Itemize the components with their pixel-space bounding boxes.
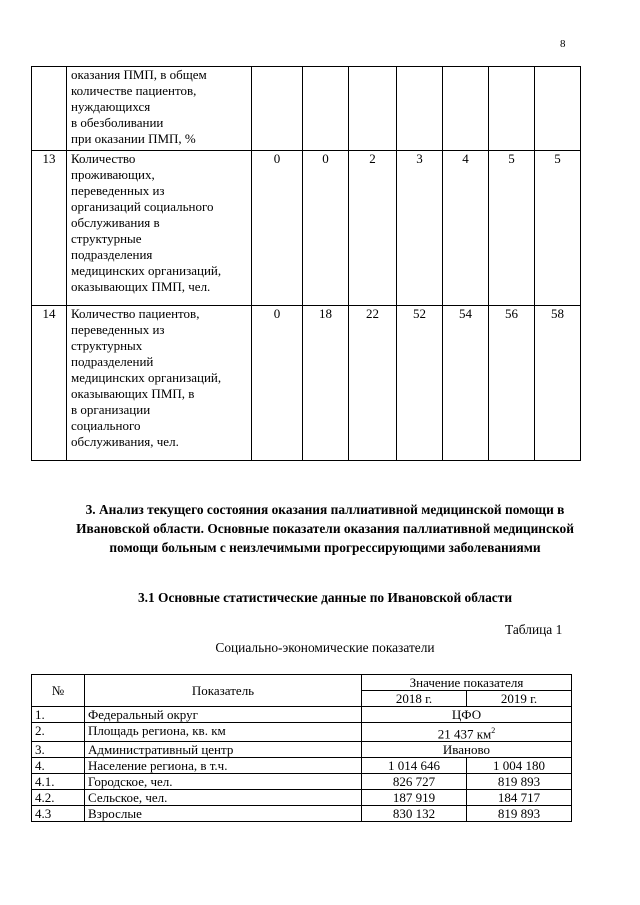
value-cell (535, 67, 581, 151)
table-row (32, 742, 572, 758)
area-unit-exponent: 2 (491, 726, 496, 735)
value-2018: 187 919 (362, 790, 467, 806)
value-cell (349, 67, 397, 151)
row-text-line: в организации (71, 402, 151, 417)
row-text-line: переведенных из (71, 322, 165, 337)
value-cell: 5 (489, 151, 535, 306)
value-2018: 830 132 (362, 806, 467, 822)
table-label: Таблица 1 (505, 622, 563, 637)
table-row (32, 67, 581, 151)
row-text-line: Количество пациентов, (71, 306, 200, 321)
row-text-line: нуждающихся (71, 99, 151, 114)
value-cell: 18 (303, 306, 349, 461)
value-cell: 3 (397, 151, 443, 306)
table-row (32, 806, 572, 822)
header-num: № (32, 675, 85, 707)
table-header-row (32, 675, 572, 691)
value-cell: 0 (303, 151, 349, 306)
row-text-line: медицинских организаций, (71, 263, 222, 278)
row-text-line: оказывающих ПМП, чел. (71, 279, 211, 294)
row-merged-value (362, 723, 572, 742)
row-number: 2. (32, 723, 85, 742)
value-cell (489, 67, 535, 151)
row-text-line: структурных (71, 338, 143, 353)
value-2019: 819 893 (467, 806, 572, 822)
row-text-line: в обезболивании (71, 115, 164, 130)
table-row (32, 790, 572, 806)
row-text-line: при оказании ПМП, % (71, 131, 196, 146)
section-heading: 3. Анализ текущего состояния оказания паллиативной медицинской помощи в Ивановской области. Основные показатели оказания паллиативной медицинской помощи больным с неизлечимыми прогрессирующими заболеваниями (76, 502, 574, 555)
row-indicator: Взрослые (85, 806, 362, 822)
value-cell: 54 (443, 306, 489, 461)
row-text-line: социального (71, 418, 141, 433)
row-description (67, 306, 252, 461)
row-text-line: количестве пациентов, (71, 83, 197, 98)
value-cell: 2 (349, 151, 397, 306)
value-2019: 819 893 (467, 774, 572, 790)
area-value: 21 437 км (437, 726, 492, 742)
row-merged-value: ЦФО (362, 707, 572, 723)
table-row (32, 707, 572, 723)
row-number: 4. (32, 758, 85, 774)
row-text-line: Количество (71, 151, 136, 166)
row-number: 13 (32, 151, 67, 306)
row-number (32, 67, 67, 151)
value-cell: 0 (252, 306, 303, 461)
value-cell: 56 (489, 306, 535, 461)
row-text-line: обслуживания в (71, 215, 160, 230)
row-text-line: проживающих, (71, 167, 155, 182)
row-text-line: подразделения (71, 247, 153, 262)
row-text-line: подразделений (71, 354, 154, 369)
value-cell: 0 (252, 151, 303, 306)
row-text-line: оказания ПМП, в общем (71, 67, 207, 82)
row-text-line: организаций социального (71, 199, 214, 214)
row-text-line: оказывающих ПМП, в (71, 386, 195, 401)
table-row (32, 151, 581, 306)
value-2019: 1 004 180 (467, 758, 572, 774)
header-value-group: Значение показателя (362, 675, 572, 691)
row-number: 1. (32, 707, 85, 723)
value-cell (443, 67, 489, 151)
value-cell (303, 67, 349, 151)
row-number: 14 (32, 306, 67, 461)
row-indicator: Сельское, чел. (85, 790, 362, 806)
row-number: 4.2. (32, 790, 85, 806)
row-text-line: обслуживания, чел. (71, 434, 179, 449)
table-caption: Социально-экономические показатели (215, 640, 435, 655)
row-text-line: переведенных из (71, 183, 165, 198)
page-number: 8 (560, 38, 566, 50)
header-indicator: Показатель (85, 675, 362, 707)
value-cell: 58 (535, 306, 581, 461)
value-cell: 22 (349, 306, 397, 461)
table-row (32, 758, 572, 774)
stats-table (31, 674, 572, 822)
value-cell: 4 (443, 151, 489, 306)
row-number: 4.1. (32, 774, 85, 790)
row-indicator: Площадь региона, кв. км (85, 723, 362, 742)
row-merged-value: Иваново (362, 742, 572, 758)
value-cell (252, 67, 303, 151)
row-text-line: медицинских организаций, (71, 370, 222, 385)
value-2018: 826 727 (362, 774, 467, 790)
table-row (32, 723, 572, 742)
subsection-heading: 3.1 Основные статистические данные по Ивановской области (137, 590, 513, 605)
row-number: 4.3 (32, 806, 85, 822)
row-indicator: Административный центр (85, 742, 362, 758)
row-description (67, 151, 252, 306)
value-2019: 184 717 (467, 790, 572, 806)
table-row (32, 774, 572, 790)
table-row (32, 306, 581, 461)
row-description (67, 67, 252, 151)
value-cell (397, 67, 443, 151)
value-cell: 5 (535, 151, 581, 306)
row-indicator: Население региона, в т.ч. (85, 758, 362, 774)
row-indicator: Федеральный округ (85, 707, 362, 723)
header-year-2018: 2018 г. (362, 691, 467, 707)
continuation-table (31, 66, 581, 461)
header-year-2019: 2019 г. (467, 691, 572, 707)
value-2018: 1 014 646 (362, 758, 467, 774)
row-number: 3. (32, 742, 85, 758)
row-text-line: структурные (71, 231, 142, 246)
value-cell: 52 (397, 306, 443, 461)
row-indicator: Городское, чел. (85, 774, 362, 790)
